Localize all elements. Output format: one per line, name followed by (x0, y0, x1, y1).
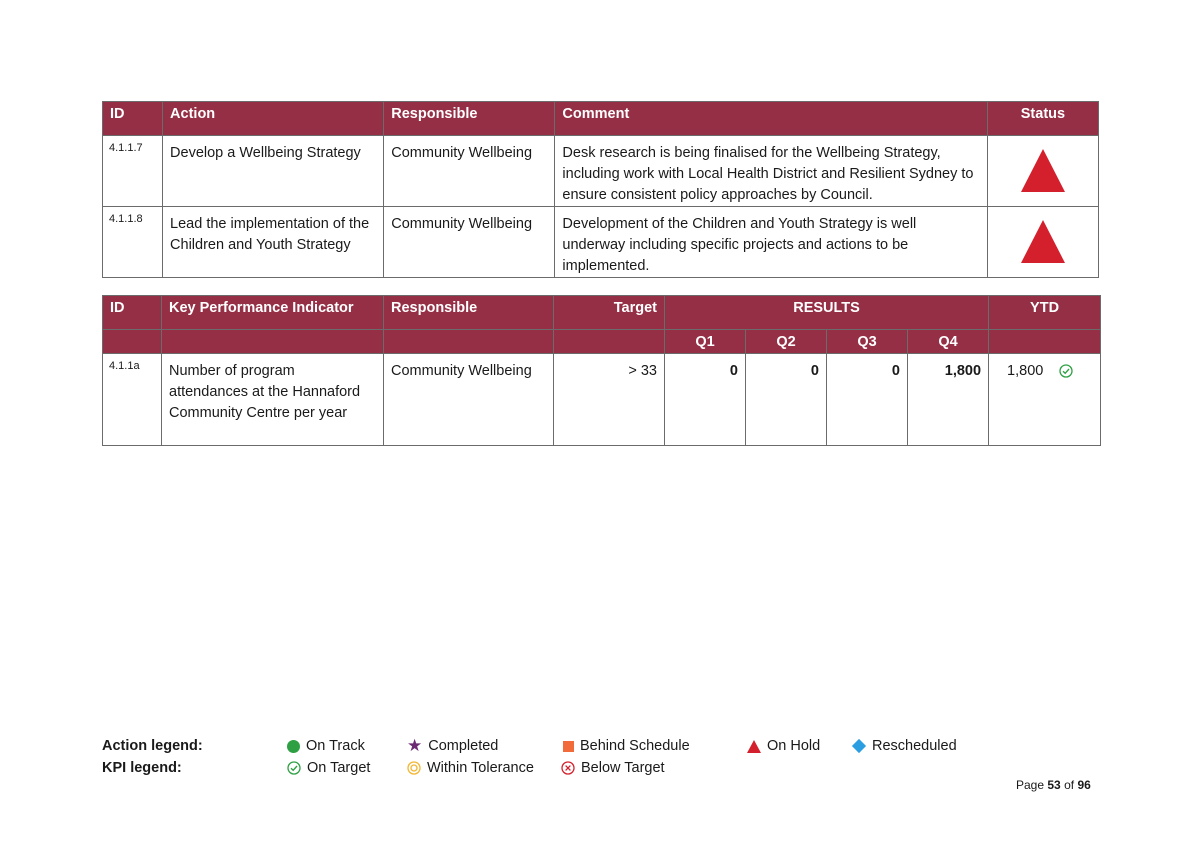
green-circle-icon (287, 740, 300, 753)
kpi-responsible: Community Wellbeing (384, 354, 554, 446)
kpi-q4: 1,800 (908, 354, 989, 446)
action-status (987, 136, 1098, 207)
legend-label: On Target (307, 760, 371, 776)
page-prefix: Page (1016, 778, 1045, 792)
page-current: 53 (1047, 778, 1061, 792)
kpi-header-q4: Q4 (908, 330, 989, 354)
on-target-icon (1059, 364, 1073, 378)
legend-label: Completed (428, 738, 499, 754)
table-row (103, 207, 1099, 278)
page-total: 96 (1077, 778, 1091, 792)
legend-within-tolerance (407, 759, 534, 777)
legend-on-hold (747, 737, 820, 755)
kpi-header-q3: Q3 (827, 330, 908, 354)
actions-table (102, 101, 1099, 278)
legend-label: Below Target (581, 760, 665, 776)
kpi-header-q2: Q2 (746, 330, 827, 354)
kpi-subheader-blank (989, 330, 1101, 354)
page-of: of (1064, 778, 1075, 792)
legend-label: On Track (306, 738, 365, 754)
legend-label: Rescheduled (872, 738, 957, 754)
kpi-ytd: 1,800 (1007, 363, 1044, 379)
header-comment: Comment (555, 102, 987, 136)
kpi-header-row (103, 296, 1101, 330)
action-name: Develop a Wellbeing Strategy (163, 136, 384, 207)
header-status: Status (987, 102, 1098, 136)
red-x-circle-icon (561, 761, 575, 775)
action-comment: Desk research is being finalised for the Wellbeing Strategy, including work with Local Health District and Resilient Sydney to ensure consistent policy approaches by Council. (555, 136, 987, 207)
kpi-ytd-cell (989, 354, 1101, 446)
page-number (1016, 778, 1091, 792)
kpi-subheader-row (103, 330, 1101, 354)
blue-diamond-icon (852, 739, 866, 753)
kpi-header-target: Target (554, 296, 665, 330)
table-row (103, 136, 1099, 207)
kpi-header-responsible: Responsible (384, 296, 554, 330)
kpi-header-ytd: YTD (989, 296, 1101, 330)
legend-below-target (561, 759, 665, 777)
legend-completed (407, 737, 498, 755)
kpi-target: > 33 (554, 354, 665, 446)
kpi-q3: 0 (827, 354, 908, 446)
action-status (987, 207, 1098, 278)
action-comment: Development of the Children and Youth Strategy is well underway including specific projects and actions to be implemented. (555, 207, 987, 278)
kpi-subheader-blank (384, 330, 554, 354)
header-responsible: Responsible (384, 102, 555, 136)
kpi-table (102, 295, 1101, 446)
action-responsible: Community Wellbeing (384, 136, 555, 207)
kpi-header-results: RESULTS (665, 296, 989, 330)
orange-square-icon (563, 741, 574, 752)
kpi-id: 4.1.1a (103, 354, 162, 446)
kpi-legend-title: KPI legend: (102, 760, 182, 776)
action-name: Lead the implementation of the Children and Youth Strategy (163, 207, 384, 278)
kpi-header-q1: Q1 (665, 330, 746, 354)
kpi-header-kpi: Key Performance Indicator (162, 296, 384, 330)
action-responsible: Community Wellbeing (384, 207, 555, 278)
legend-label: On Hold (767, 738, 821, 754)
kpi-q2: 0 (746, 354, 827, 446)
header-id: ID (103, 102, 163, 136)
legend-on-track (287, 737, 365, 755)
kpi-subheader-blank (554, 330, 665, 354)
on-hold-icon (1021, 220, 1065, 263)
action-id: 4.1.1.8 (103, 207, 163, 278)
kpi-name: Number of program attendances at the Hannaford Community Centre per year (162, 354, 384, 446)
legend-label: Within Tolerance (427, 760, 534, 776)
legend-on-target (287, 759, 370, 777)
red-triangle-icon (747, 740, 761, 753)
action-id: 4.1.1.7 (103, 136, 163, 207)
header-action: Action (163, 102, 384, 136)
actions-header-row (103, 102, 1099, 136)
kpi-q1: 0 (665, 354, 746, 446)
purple-star-icon: ★ (407, 736, 423, 755)
green-check-circle-icon (287, 761, 301, 775)
yellow-circle-icon (407, 761, 421, 775)
kpi-header-id: ID (103, 296, 162, 330)
on-hold-icon (1021, 149, 1065, 192)
legend-behind-schedule (563, 737, 690, 755)
legend-rescheduled (852, 737, 957, 755)
kpi-subheader-blank (103, 330, 162, 354)
kpi-subheader-blank (162, 330, 384, 354)
action-legend-title: Action legend: (102, 738, 203, 754)
table-row (103, 354, 1101, 446)
legend-label: Behind Schedule (580, 738, 690, 754)
